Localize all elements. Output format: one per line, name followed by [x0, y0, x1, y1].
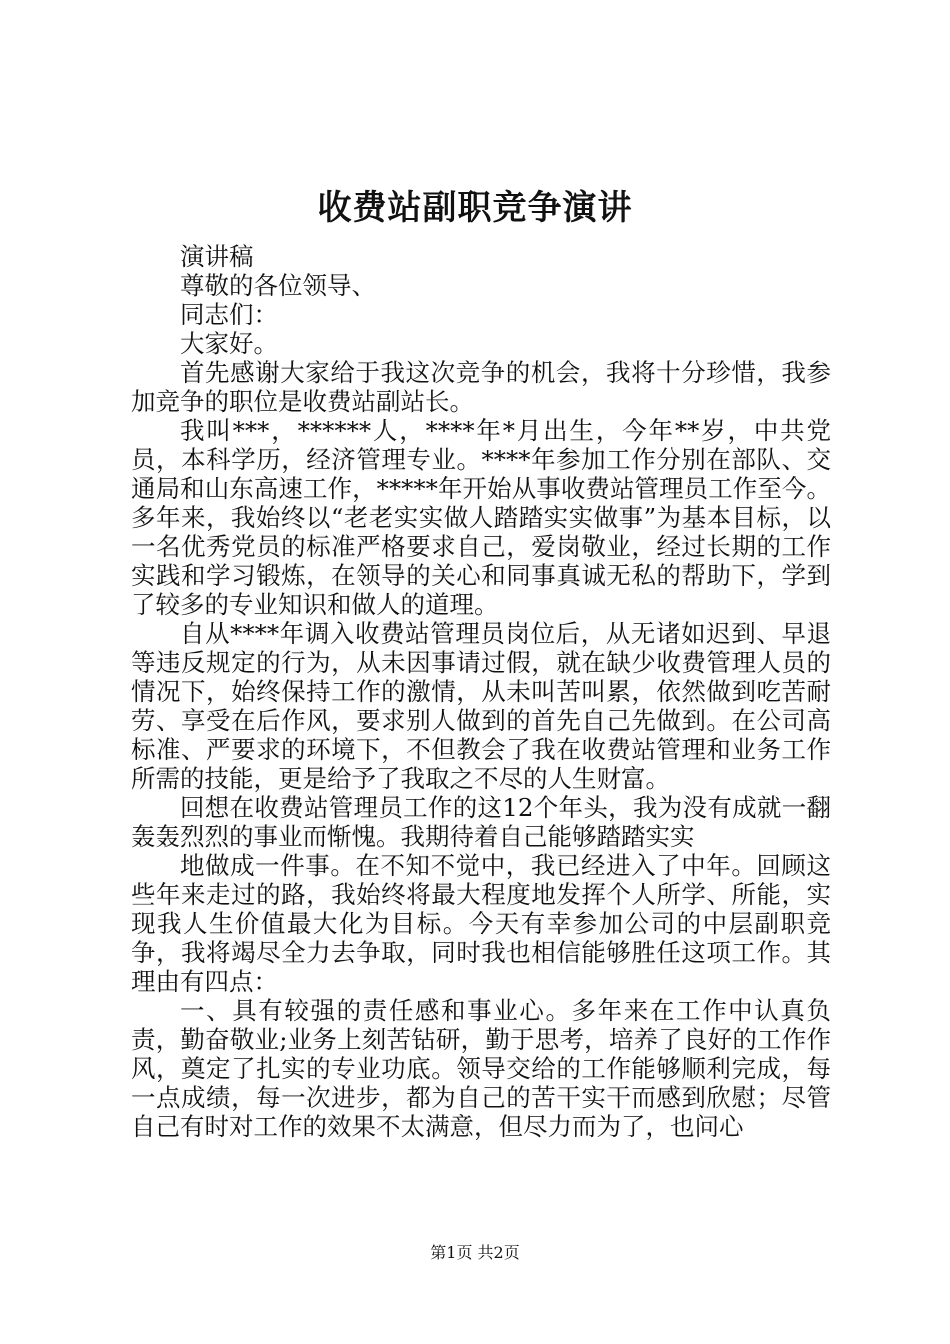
paragraph-reflection: 回想在收费站管理员工作的这12个年头，我为没有成就一翻轰轰烈烈的事业而惭愧。我期待着自己能够踏踏实实 [131, 793, 831, 851]
document-body [131, 242, 831, 1141]
paragraph-greeting: 大家好。 [180, 329, 278, 358]
page-footer: 第1页 共2页 [430, 1243, 520, 1262]
paragraph-salutation-1: 尊敬的各位领导、 [180, 271, 376, 300]
paragraph-label: 演讲稿 [180, 242, 254, 271]
paragraph-intro: 首先感谢大家给于我这次竞争的机会，我将十分珍惜，我参加竞争的职位是收费站副站长。 [131, 358, 831, 416]
paragraph-salutation-2: 同志们： [180, 300, 278, 329]
paragraph-reason-one: 一、具有较强的责任感和事业心。多年来在工作中认真负责，勤奋敬业;业务上刻苦钻研，勤于思考，培养了良好的工作作风，奠定了扎实的专业功底。领导交给的工作能够顺利完成，每一点成绩，每一次进步，都为自己的苦干实干而感到欣慰；尽管自己有时对工作的效果不太满意，但尽力而为了，也问心 [131, 996, 831, 1141]
paragraph-goal: 地做成一件事。在不知不觉中，我已经进入了中年。回顾这些年来走过的路，我始终将最大程度地发挥个人所学、所能，实现我人生价值最大化为目标。今天有幸参加公司的中层副职竞争，我将竭尽全力去争取，同时我也相信能够胜任这项工作。其理由有四点： [131, 851, 831, 996]
paragraph-attendance: 自从****年调入收费站管理员岗位后，从无诸如迟到、早退等违反规定的行为，从未因事请过假，就在缺少收费管理人员的情况下，始终保持工作的激情，从未叫苦叫累，依然做到吃苦耐劳、享受在后作风，要求别人做到的首先自己先做到。在公司高标准、严要求的环境下，不但教会了我在收费站管理和业务工作所需的技能，更是给予了我取之不尽的人生财富。 [131, 619, 831, 793]
document-title: 收费站副职竞争演讲 [317, 188, 633, 228]
paragraph-background: 我叫***，******人，****年*月出生，今年**岁，中共党员，本科学历，经济管理专业。****年参加工作分别在部队、交通局和山东高速工作，*****年开始从事收费站管理员工作至今。多年来，我始终以“老老实实做人踏踏实实做事”为基本目标，以一名优秀党员的标准严格要求自己，爱岗敬业，经过长期的工作实践和学习锻炼，在领导的关心和同事真诚无私的帮助下，学到了较多的专业知识和做人的道理。 [131, 416, 831, 619]
